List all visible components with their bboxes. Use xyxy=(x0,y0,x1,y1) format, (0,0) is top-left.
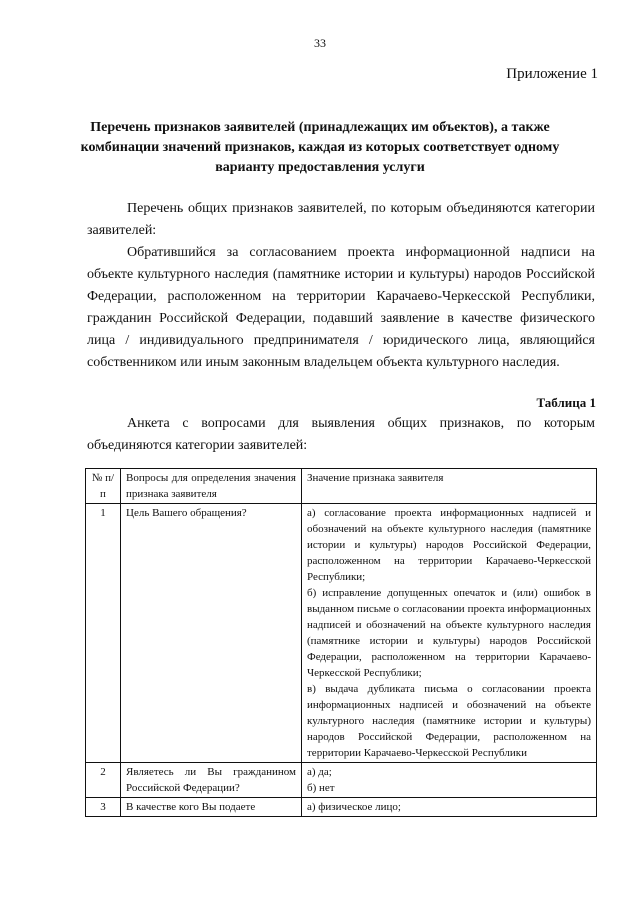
row-question: Являетесь ли Вы гражданином Российской Федерации? xyxy=(121,763,302,798)
header-num: № п/п xyxy=(86,469,121,504)
row-num: 2 xyxy=(86,763,121,798)
paragraph-general-features: Перечень общих признаков заявителей, по которым объединяются категории заявителей: xyxy=(87,201,595,238)
paragraph-applicant-description: Обратившийся за согласованием проекта информационной надписи на объекте культурного наследия (памятнике истории и культуры) народов Российской Федерации, расположенном на территории Карачаево-Черкесской Республики, гражданин Российской Федерации, подавший заявление в качестве физического лица / индивидуального предпринимателя / юридического лица, являющийся собственником или иным законным владельцем объекта культурного наследия. xyxy=(87,245,595,370)
header-question: Вопросы для определения значения признака заявителя xyxy=(121,469,302,504)
row-values xyxy=(302,798,597,817)
header-value: Значение признака заявителя xyxy=(302,469,597,504)
row-values xyxy=(302,763,597,798)
table-intro xyxy=(87,413,595,457)
value-option: б) исправление допущенных опечаток и (или) ошибок в выданном письме о согласовании проекта информационных надписей и обозначений на объекте культурного наследия (памятнике истории и культуры) народов Российской Федерации, расположенном на территории Карачаево-Черкесской Республики; xyxy=(307,587,591,679)
value-option: а) согласование проекта информационных надписей и обозначений на объекте культурного наследия (памятнике истории и культуры) народов Российской Федерации, расположенном на территории Карачаево-Черкесской Республики; xyxy=(307,507,591,583)
value-option: а) да; xyxy=(307,766,332,778)
table-row xyxy=(86,763,597,798)
row-num: 1 xyxy=(86,504,121,763)
intro-text xyxy=(87,198,595,374)
document-title: Перечень признаков заявителей (принадлежащих им объектов), а также комбинации значений признаков, каждая из которых соответствует одному варианту предоставления услуги xyxy=(80,120,560,175)
table-row xyxy=(86,504,597,763)
paragraph-questionnaire: Анкета с вопросами для выявления общих признаков, по которым объединяются категории заявителей: xyxy=(87,416,595,453)
row-values xyxy=(302,504,597,763)
questionnaire-table xyxy=(85,468,597,817)
row-question: В качестве кого Вы подаете xyxy=(121,798,302,817)
page-number: 33 xyxy=(314,36,326,50)
value-option: б) нет xyxy=(307,782,335,794)
table-label: Таблица 1 xyxy=(536,395,596,410)
table-header-row xyxy=(86,469,597,504)
value-option: а) физическое лицо; xyxy=(307,801,401,813)
row-num: 3 xyxy=(86,798,121,817)
appendix-label: Приложение 1 xyxy=(506,66,598,82)
row-question: Цель Вашего обращения? xyxy=(121,504,302,763)
value-option: в) выдача дубликата письма о согласовании проекта информационных надписей и обозначений на объекте культурного наследия (памятнике истории и культуры) народов Российской Федерации, расположенном на территории Карачаево-Черкесской Республики xyxy=(307,683,591,759)
table-row xyxy=(86,798,597,817)
